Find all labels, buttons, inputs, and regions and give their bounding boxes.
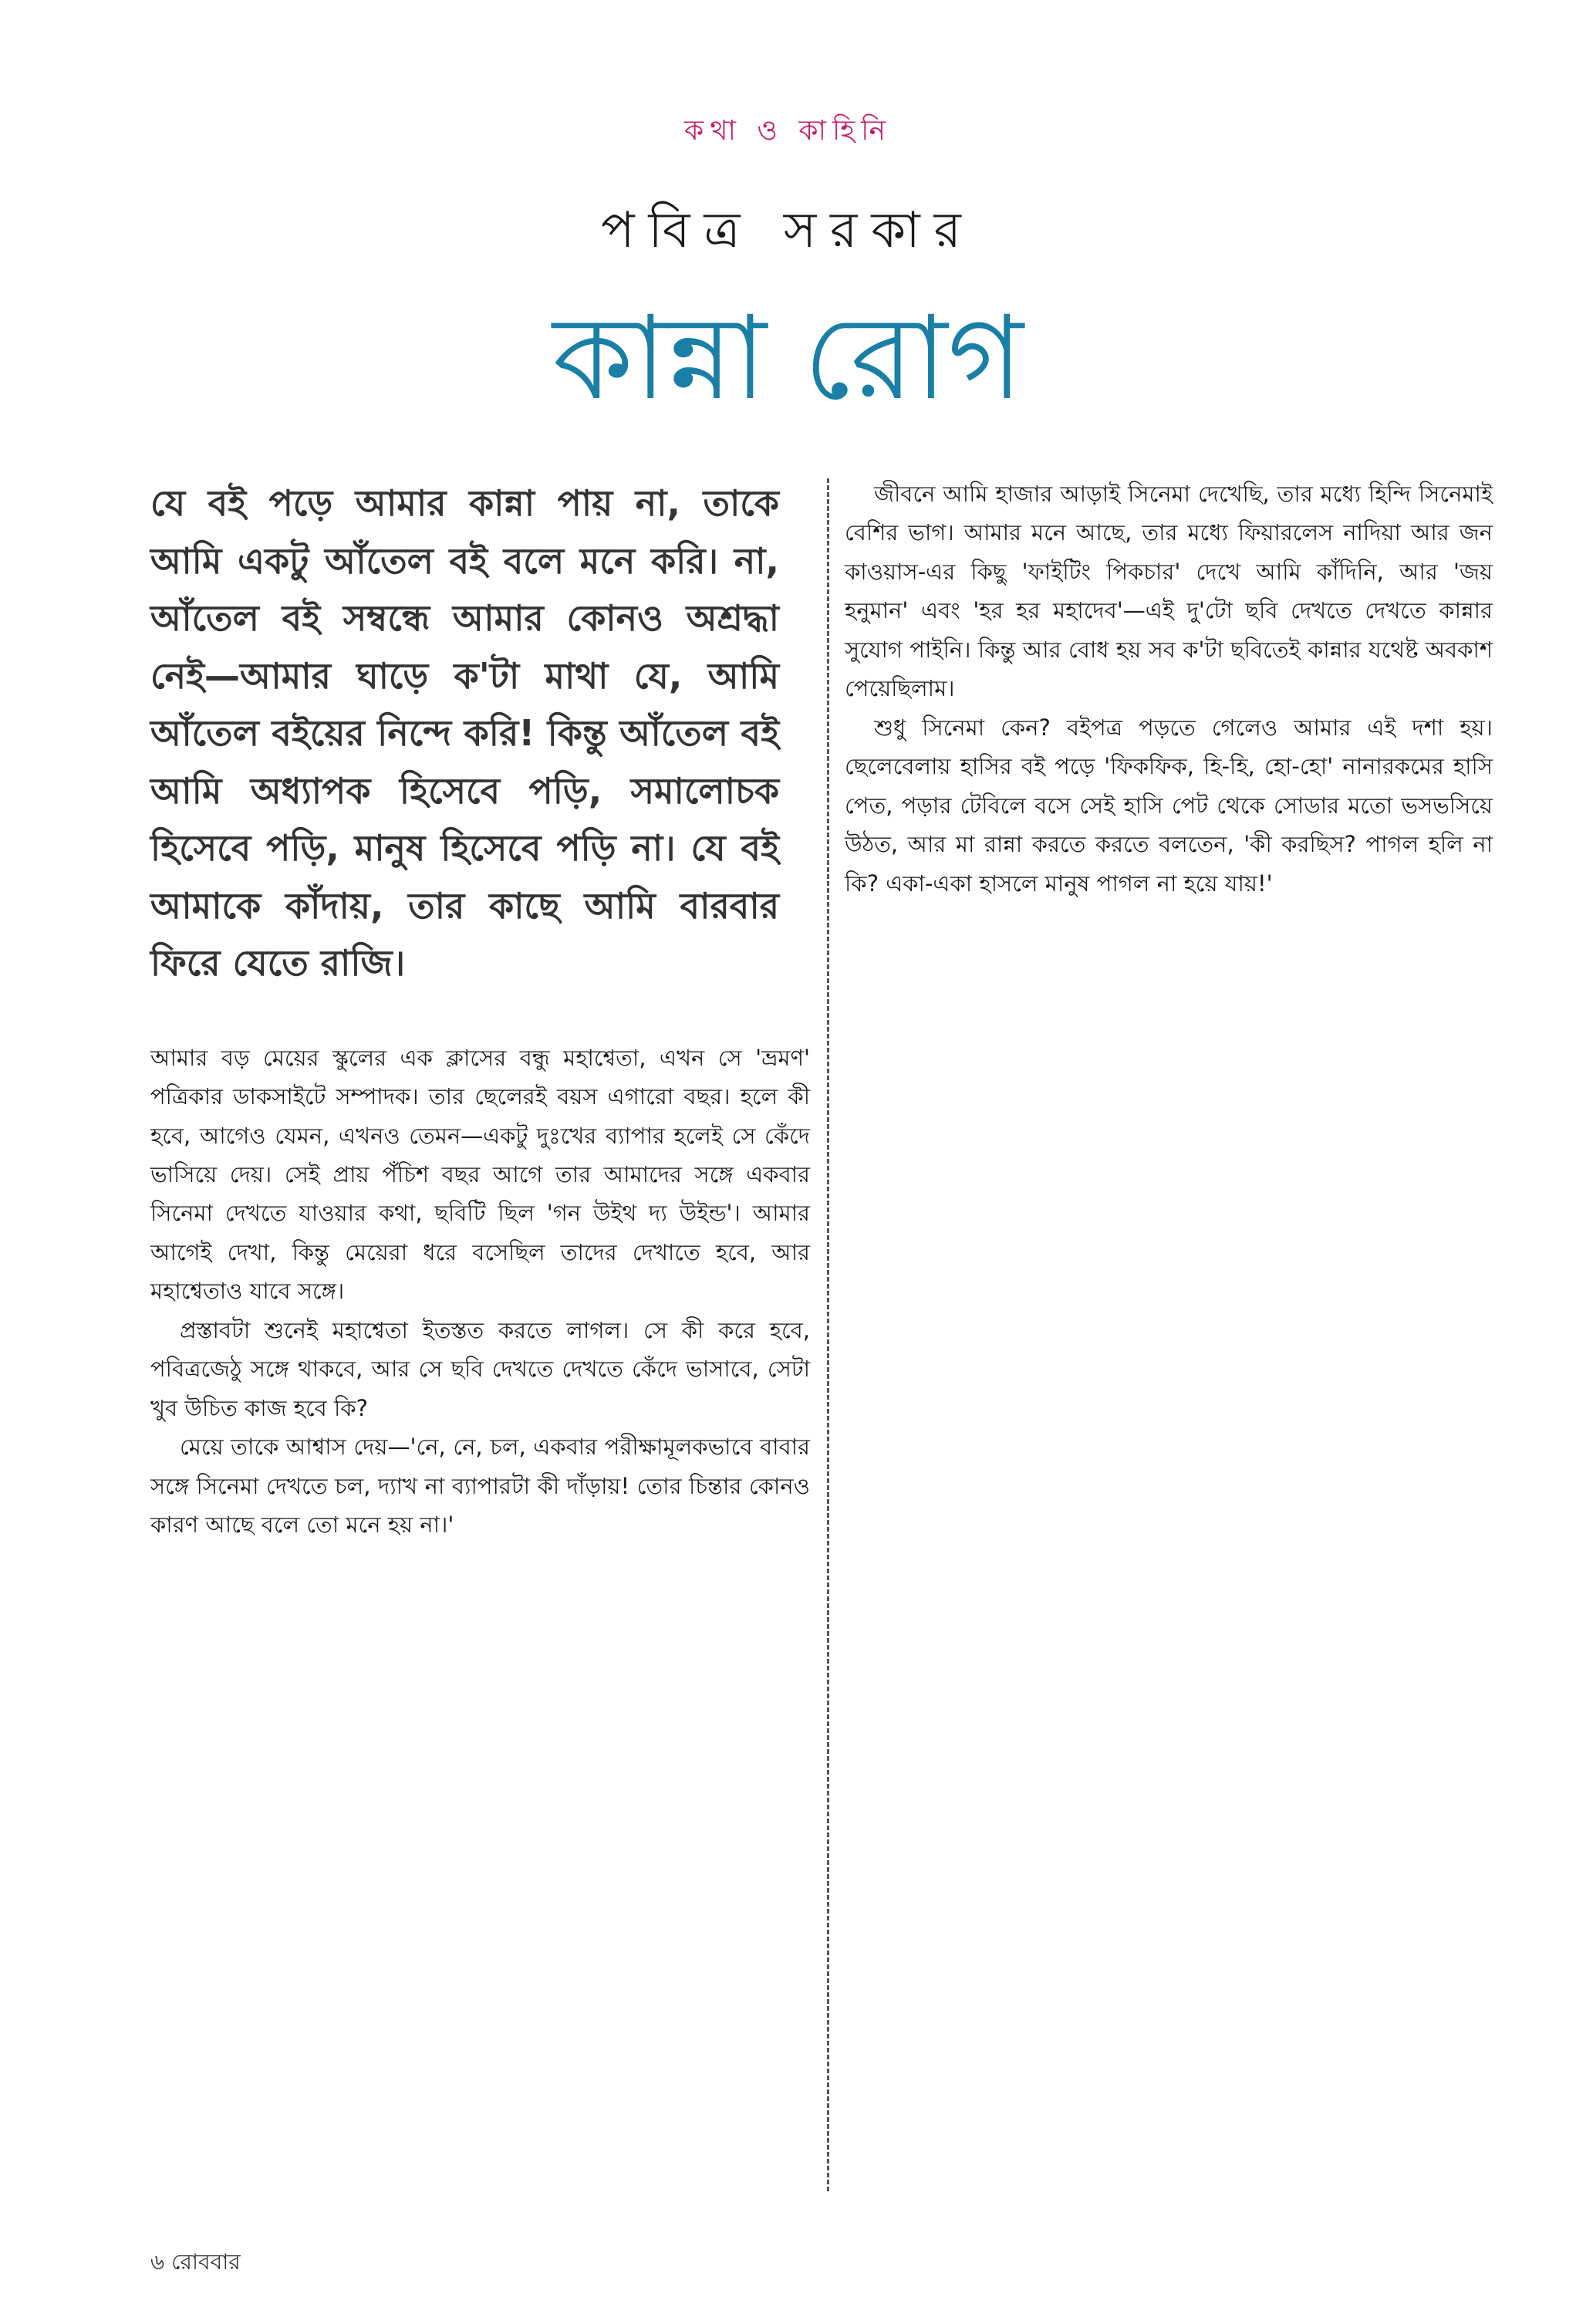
left-column xyxy=(150,475,810,1545)
column-divider xyxy=(827,478,829,2191)
body-paragraph: জীবনে আমি হাজার আড়াই সিনেমা দেখেছি, তার মধ্যে হিন্দি সিনেমাই বেশির ভাগ। আমার মনে আছে, তার মধ্যে ফিয়ারলেস নাদিয়া আর জন কাওয়াস-এর কিছু 'ফাইটিং পিকচার' দেখে আমি কাঁদিনি, আর 'জয় হনুমান' এবং 'হর হর মহাদেব'—এই দু'টো ছবি দেখতে দেখতে কান্নার সুযোগ পাইনি। কিন্তু আর বোধ হয় সব ক'টা ছবিতেই কান্নার যথেষ্ট অবকাশ পেয়েছিলাম। xyxy=(845,481,1493,702)
body-paragraph: মেয়ে তাকে আশ্বাস দেয়—'নে, নে, চল, একবার পরীক্ষামূলকভাবে বাবার সঙ্গে সিনেমা দেখতে চল, দ্যাখ না ব্যাপারটা কী দাঁড়ায়! তোর চিন্তার কোনও কারণ আছে বলে তো মনে হয় না।' xyxy=(150,1434,810,1539)
section-kicker: কথা ও কাহিনি xyxy=(684,115,892,147)
page-footer: ৬ রোববার xyxy=(150,2249,241,2275)
left-body xyxy=(150,1039,810,1545)
right-column xyxy=(845,475,1493,903)
body-paragraph: প্রস্তাবটা শুনেই মহাশ্বেতা ইতস্তত করতে লাগল। সে কী করে হবে, পবিত্রজেঠু সঙ্গে থাকবে, আর সে ছবি দেখতে দেখতে কেঁদে ভাসাবে, সেটা খুব উচিত কাজ হবে কি? xyxy=(150,1316,810,1421)
lead-paragraph: যে বই পড়ে আমার কান্না পায় না, তাকে আমি একটু আঁতেল বই বলে মনে করি। না, আঁতেল বই সম্বন্ধে আমার কোনও অশ্রদ্ধা নেই—আমার ঘাড়ে ক'টা মাথা যে, আমি আঁতেল বইয়ের নিন্দে করি! কিন্তু আঁতেল বই আমি অধ্যাপক হিসেবে পড়ি, সমালোচক হিসেবে পড়ি, মানুষ হিসেবে পড়ি না। যে বই আমাকে কাঁদায়, তার কাছে আমি বারবার ফিরে যেতে রাজি। xyxy=(150,482,779,985)
article-title: কান্না রোগ xyxy=(552,292,1024,426)
author-name: পবিত্র সরকার xyxy=(601,202,975,259)
body-paragraph: শুধু সিনেমা কেন? বইপত্র পড়তে গেলেও আমার এই দশা হয়। ছেলেবেলায় হাসির বই পড়ে 'ফিকফিক, হি-হি, হো-হো' নানারকমের হাসি পেত, পড়ার টেবিলে বসে সেই হাসি পেট থেকে সোডার মতো ভসভসিয়ে উঠত, আর মা রান্না করতে করতে বলতেন, 'কী করছিস? পাগল হলি না কি? একা-একা হাসলে মানুষ পাগল না হয়ে যায়!' xyxy=(845,714,1493,897)
body-paragraph: আমার বড় মেয়ের স্কুলের এক ক্লাসের বন্ধু মহাশ্বেতা, এখন সে 'ভ্রমণ' পত্রিকার ডাকসাইটে সম্পাদক। তার ছেলেরই বয়স এগারো বছর। হলে কী হবে, আগেও যেমন, এখনও তেমন—একটু দুঃখের ব্যাপার হলেই সে কেঁদে ভাসিয়ে দেয়। সেই প্রায় পঁচিশ বছর আগে তার আমাদের সঙ্গে একবার সিনেমা দেখতে যাওয়ার কথা, ছবিটি ছিল 'গন উইথ দ্য উইন্ড'। আমার আগেই দেখা, কিন্তু মেয়েরা ধরে বসেছিল তাদের দেখাতে হবে, আর মহাশ্বেতাও যাবে সঙ্গে। xyxy=(150,1044,810,1305)
